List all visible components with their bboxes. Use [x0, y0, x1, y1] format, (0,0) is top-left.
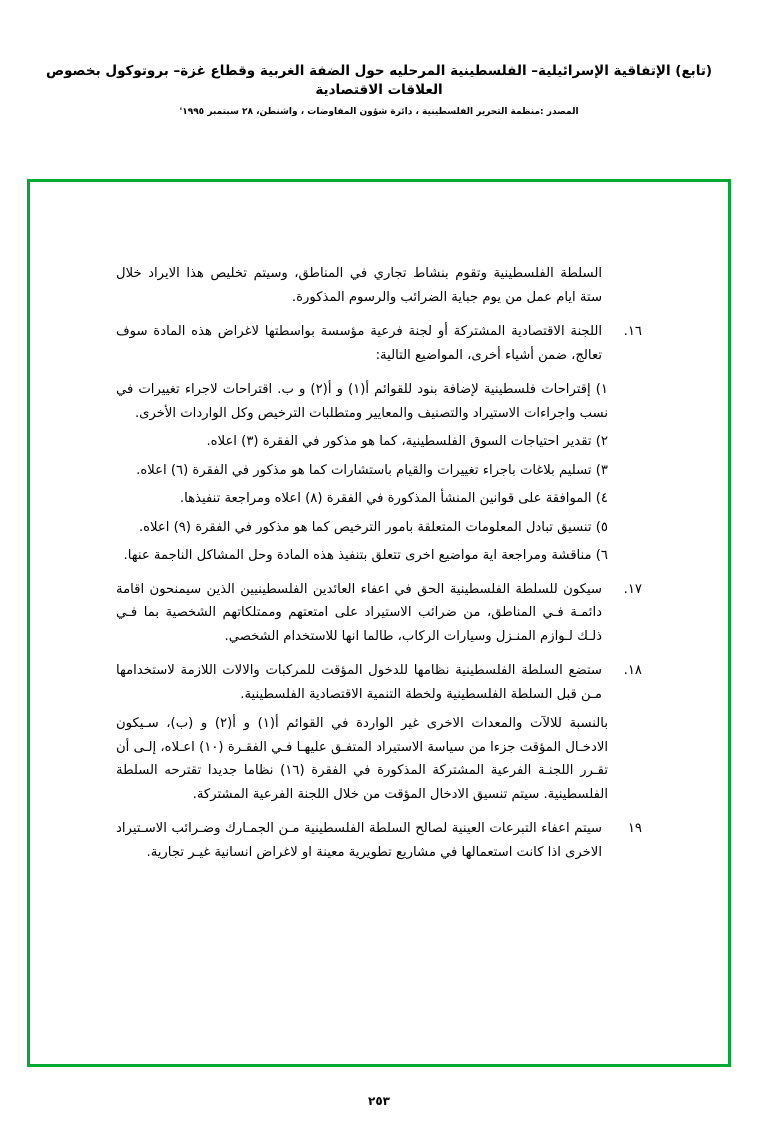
paragraph	[116, 262, 642, 309]
content-frame	[27, 179, 731, 1067]
paragraph-text: ٦) مناقشة ومراجعة اية مواضيع اخرى تتعلق بتنفيذ هذه المادة وحل المشاكل الناجمة عنها.	[123, 548, 608, 563]
paragraph-text: ٣) تسليم بلاغات باجراء تغييرات والقيام باستشارات كما هو مذكور في الفقرة (٦) اعلاه.	[136, 462, 608, 478]
paragraph-text: ٢) تقدير احتياجات السوق الفلسطينية، كما هو مذكور في الفقرة (٣) اعلاه.	[206, 434, 608, 449]
paragraph-number: ١٩	[627, 821, 642, 836]
paragraph-text: ستضع السلطة الفلسطينية نظامها للدخول المؤقت للمركبات والالات اللازمة لاستخدامها مـن قبل السلطة الفلسطينية ولخطة التنمية الاقتصادية الفلسطينية.	[116, 663, 602, 702]
page-header	[0, 62, 758, 117]
paragraph	[116, 712, 642, 806]
document-page	[0, 62, 758, 1140]
source-line: المصدر :منظمة التحرير الفلسطينية ، دائرة شؤون المفاوضات ، واشنطن، ٢٨ سبتمبر ١٩٩٥'	[179, 106, 579, 117]
page-number: ٢٥٣	[368, 1094, 390, 1108]
paragraph	[116, 817, 642, 864]
paragraph	[116, 578, 642, 649]
paragraph-text: سيكون للسلطة الفلسطينية الحق في اعفاء العائدين الفلسطينيين الذين سيمنحون اقامة دائمـة فـي المناطق، من ضرائب الاستيراد على امتعتهم وممتلكاتهم الشخصية بما فـي ذلـك لـوازم المنـزل وسيارات الركاب، طالما انها للاستخدام الشخصي.	[116, 581, 602, 644]
sub-paragraph	[116, 459, 642, 483]
sub-paragraph	[116, 544, 642, 568]
paragraph-number: ١٦.	[623, 324, 642, 339]
paragraph-text: السلطة الفلسطينية وتقوم بنشاط تجاري في المناطق، وسيتم تخليص هذا الايراد خلال ستة ايام عمل من يوم جباية الضرائب والرسوم المذكورة.	[116, 266, 602, 305]
sub-paragraph	[116, 430, 642, 454]
document-body	[116, 262, 642, 875]
paragraph-number: ١٧.	[623, 581, 642, 597]
paragraph-text: اللجنة الاقتصادية المشتركة أو لجنة فرعية مؤسسة بواسطتها لاغراض هذه المادة سوف تعالج، ضمن أشياء أخرى، المواضيع التالية:	[116, 324, 602, 363]
paragraph-number	[602, 262, 642, 309]
paragraph	[116, 659, 642, 706]
paragraph-text: ١) إقتراحات فلسطينية لإضافة بنود للقوائم أ(١) و أ(٢) و ب. اقتراحات لاجراء تغييرات في نسب واجراءات الاستيراد والتصنيف والمعايير ومتطلبات الترخيص وكل الواردات الأخرى.	[116, 382, 608, 421]
paragraph-text: ٥) تنسيق تبادل المعلومات المتعلقة بامور الترخيص كما هو مذكور في الفقرة (٩) اعلاه.	[138, 519, 608, 535]
paragraph-text: بالنسبة للالآت والمعدات الاخرى غير الواردة في القوائم أ(١) و أ(٢) و (ب)، سـيكون الادخـال المؤقت جزءا من سياسة الاستيراد المتفـق عليهـا فـي الفقـرة (١٠) اعـلاه، إلـى أن تقـرر اللجنـة الفرعية المشتركة المذكورة في الفقرة (١٦) نظاما جديدا تقترحه السلطة الفلسطينية. سيتم تنسيق الادخال المؤقت من خلال اللجنة الفرعية المشتركة.	[116, 716, 608, 802]
paragraph-text: ٤) الموافقة على قوانين المنشأ المذكورة في الفقرة (٨) اعلاه ومراجعة تنفيذها.	[179, 491, 608, 506]
sub-paragraph	[116, 487, 642, 511]
paragraph	[116, 320, 642, 367]
page-title: (تابع) الإتفاقية الإسرائيلية– الفلسطينية المرحليه حول الضفة الغربية وقطاع غزة– بروتوكول بخصوص العلاقات الاقتصادية	[45, 63, 713, 98]
paragraph-text: سيتم اعفاء التبرعات العينية لصالح السلطة الفلسطينية مـن الجمـارك وضـرائب الاسـتيراد الاخرى اذا كانت استعمالها في مشاريع تطويرية معينة او لاغراض انسانية غيـر تجارية.	[116, 821, 602, 860]
sub-paragraph	[116, 378, 642, 425]
paragraph-number: ١٨.	[623, 663, 642, 678]
sub-paragraph	[116, 516, 642, 540]
